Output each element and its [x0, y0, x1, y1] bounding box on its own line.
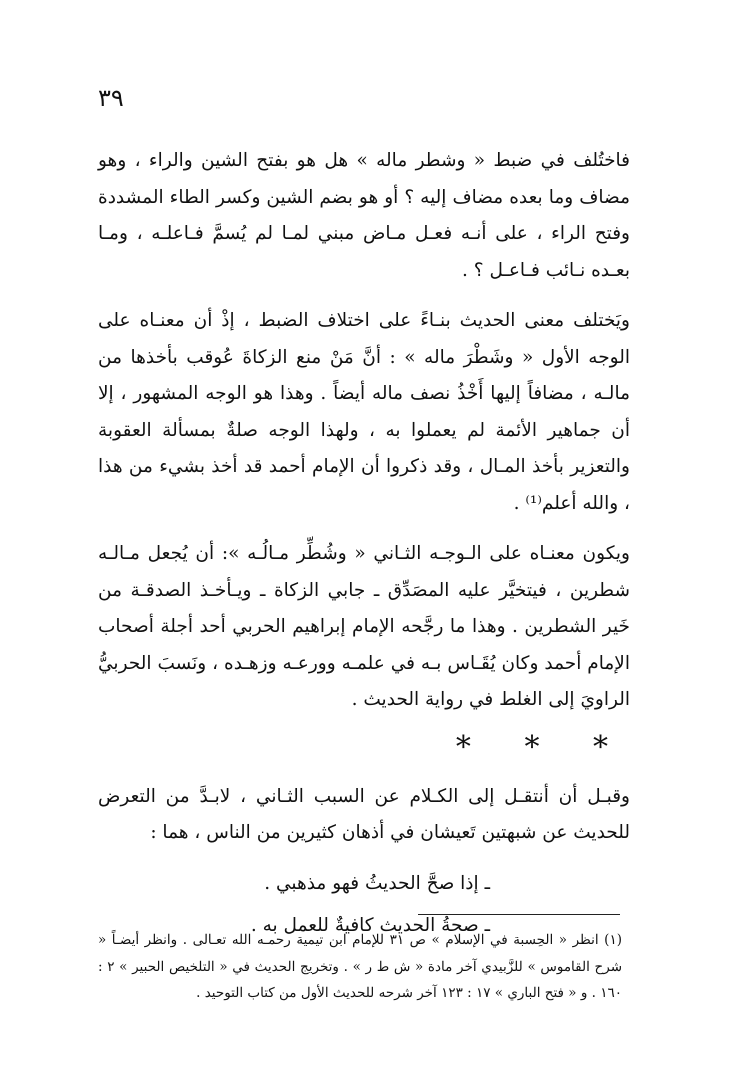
paragraph-2: ويَختلف معنى الحديث بنـاءً على اختلاف الضبط ، إذْ أن معنـاه على الوجه الأول « وشَطْرَ ماله » : أنَّ مَنْ منع الزكاةَ عُوقب بأخذها من مالـه ، مضافاً إليها أَخْذُ نصف ماله أيضاً . وهذا هو الوجه المشهور ، إلا أن جماهير الأئمة لم يعملوا به ، ولهذا الوجه صلةٌ بمسألة العقوبة والتعزير بأخذ المـال ، وقد ذكروا أن الإمام أحمد قد أخذ بشيء من هذا ، والله أعلم⁽¹⁾ .: [98, 310, 630, 514]
closing-paragraph: وقبـل أن أنتقـل إلى الكـلام عن السبب الثـاني ، لابـدَّ من التعرض للحديث عن شبهتين تَعيشان في أذهان كثيرين من الناس ، هما :: [98, 785, 630, 843]
page-number: ٣٩: [98, 84, 124, 112]
footnote-divider: [418, 914, 620, 915]
main-text: [98, 143, 630, 945]
paragraph-3: ويكون معنـاه على الـوجـه الثـاني « وشُطِّر مـالُـه »: أن يُجعل مـالـه شطرين ، فيتخيَّر عليه المصَدِّق ـ جابي الزكاة ـ ويـأخـذ الصدقـة من خَير الشطرين . وهذا ما رجَّحه الإمام إبراهيم الحربي أحد أجلة أصحاب الإمام أحمد وكان يُقَـاس بـه في علمـه وورعـه وزهـده ، ونَسبَ الحربيُّ الراويَ إلى الغلط في رواية الحديث .: [98, 543, 630, 710]
footnote: (١) انظر « الحِسبة في الإسلام » ص ٣١ للإمام ابن تيمية رحمـه الله تعـالى . وانظر أيضـاً « شرح القاموس » للزَّبيدي آخر مادة « ش ط ر » . وتخريج الحديث في « التلخيص الحبير » ٢ : ١٦٠ . و « فتح الباري » ١٧ : ١٢٣ آخر شرحه للحديث الأول من كتاب التوحيد .: [98, 932, 623, 1001]
bullet-item-1: ـ إذا صحَّ الحديثُ فهو مذهبي .: [264, 872, 490, 894]
section-separator: * * *: [455, 729, 630, 765]
paragraph-1: فاختُلف في ضبط « وشطر ماله » هل هو بفتح الشين والراء ، وهو مضاف وما بعده مضاف إليه ؟ أو هو بضم الشين وكسر الطاء المشددة وفتح الراء ، على أنـه فعـل مـاض مبني لمـا لم يُسمَّ فـاعلـه ، ومـا بعـده نـائب فـاعـل ؟ .: [98, 150, 630, 281]
bullet-item-2: ـ صحةُ الحديث كافيةٌ للعمل به .: [250, 915, 490, 936]
